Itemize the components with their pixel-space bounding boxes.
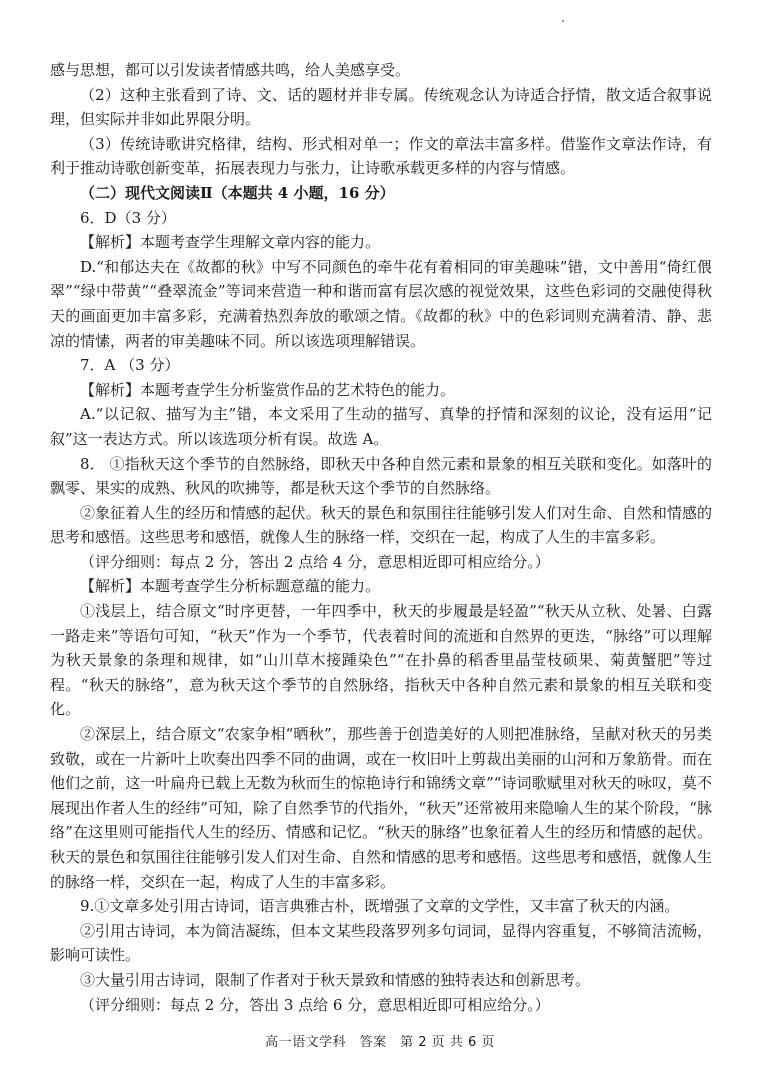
text-line-continuation: 感与思想，都可以引发读者情感共鸣，给人美感享受。 (50, 61, 411, 79)
q8-analysis-deep: ②深层上，结合原文“农家争相“晒秋”，那些善于创造美好的人则把准脉络，呈献对秋天的另类致敬，或在一片新叶上吹奏出四季不同的曲调，或在一枚旧叶上剪裁出美丽的山河和万象筋骨。而在他们之前，这一叶扁舟已载上无数为秋而生的惊艳诗行和锦绣文章”“诗词歌赋里对秋天的咏叹，莫不展现出作者人生的经纬”可知，除了自然季节的代指外，“秋天”还常被用来隐喻人生的某个阶段，“脉络”在这里则可能指代人生的经历、情感和记忆。“秋天的脉络”也象征着人生的经历和情感的起伏。秋天的景色和氛围往往能够引发人们对生命、自然和情感的思考和感悟。这些思考和感悟，就像人生的脉络一样，交织在一起，构成了人生的丰富多彩。 (50, 725, 712, 891)
q9-point-1: 9.①文章多处引用古诗词，语言典雅古朴，既增强了文章的文学性，又丰富了秋天的内涵。 (80, 897, 680, 916)
answer-point-2: （2）这种主张看到了诗、文、话的题材并非专属。传统观念认为诗适合抒情，散文适合叙事说理，但实际并非如此界限分明。 (50, 85, 712, 129)
page-footer: 高一语文学科 答案 第 2 页 共 6 页 (265, 1035, 495, 1050)
q7-analysis-label: 【解析】本题考查学生分析鉴赏作品的艺术特色的能力。 (80, 380, 456, 399)
q6-analysis-label: 【解析】本题考查学生理解文章内容的能力。 (80, 233, 381, 252)
q8-point-2: ②象征着人生的经历和情感的起伏。秋天的景色和氛围往往能够引发人们对生命、自然和情感的思考和感悟。这些思考和感悟，就像人生的脉络一样，交织在一起，构成了人生的丰富多彩。 (50, 503, 712, 547)
answer-content (50, 58, 712, 1017)
q6-analysis: D.“和郁达夫在《故都的秋》中写不同颜色的牵牛花有着相同的审美趣味”错，文中善用“倚红偎翠”“绿中带黄”“叠翠流金”等词来营造一种和谐而富有层次感的视觉效果，这些色彩词的交融使得秋天的画面更加丰富多彩，充满着热烈奔放的歌颂之情。《故都的秋》中的色彩词则充满着清、静、悲凉的情愫，两者的审美趣味不同。所以该选项理解错误。 (50, 257, 712, 350)
scan-speck (562, 20, 564, 22)
q9-point-3: ③大量引用古诗词，限制了作者对于秋天景致和情感的独特表达和创新思考。 (80, 970, 591, 989)
q7-answer: 7．A （3 分） (80, 356, 180, 375)
answer-point-3: （3）传统诗歌讲究格律，结构、形式相对单一；作文的章法丰富多样。借鉴作文章法作诗，有利于推动诗歌创新变革，拓展表现力与张力，让诗歌承载更多样的内容与情感。 (50, 134, 712, 178)
q9-point-2: ②引用古诗词，本为简洁凝练，但本文某些段落罗列多句词词，显得内容重复，不够简洁流畅，影响可读性。 (50, 921, 712, 965)
q9-scoring-rule: （评分细则：每点 2 分，答出 3 点给 6 分，意思相近即可相应给分。） (80, 995, 550, 1014)
q8-analysis-shallow: ①浅层上，结合原文“时序更替，一年四季中，秋天的步履最是轻盈”“秋天从立秋、处暑、白露一路走来”等语句可知，“秋天”作为一个季节，代表着时间的流逝和自然界的更迭，“脉络”可以理解为秋天景象的条理和规律，如“山川草木接踵染色”“在扑鼻的稻香里晶莹枝硕果、菊黄蟹肥”等过程。“秋天的脉络”，意为秋天这个季节的自然脉络，指秋天中各种自然元素和景象的相互关联和变化。 (50, 602, 712, 719)
section-heading-modern-reading-2: （二）现代文阅读Ⅱ（本题共 4 小题，16 分） (80, 183, 395, 202)
q6-answer: 6．D（3 分） (80, 208, 176, 227)
q8-scoring-rule: （评分细则：每点 2 分，答出 2 点给 4 分，意思相近即可相应给分。） (80, 552, 550, 571)
q8-point-1: 8． ①指秋天这个季节的自然脉络，即秋天中各种自然元素和景象的相互关联和变化。如落叶的飘零、果实的成熟、秋风的吹拂等，都是秋天这个季节的自然脉络。 (50, 454, 712, 498)
q7-analysis: A.“以记叙、描写为主”错，本文采用了生动的描写、真挚的抒情和深刻的议论，没有运用“记叙”这一表达方式。所以该选项分析有误。故选 A。 (50, 405, 712, 448)
q8-analysis-label: 【解析】本题考查学生分析标题意蕴的能力。 (80, 577, 381, 596)
